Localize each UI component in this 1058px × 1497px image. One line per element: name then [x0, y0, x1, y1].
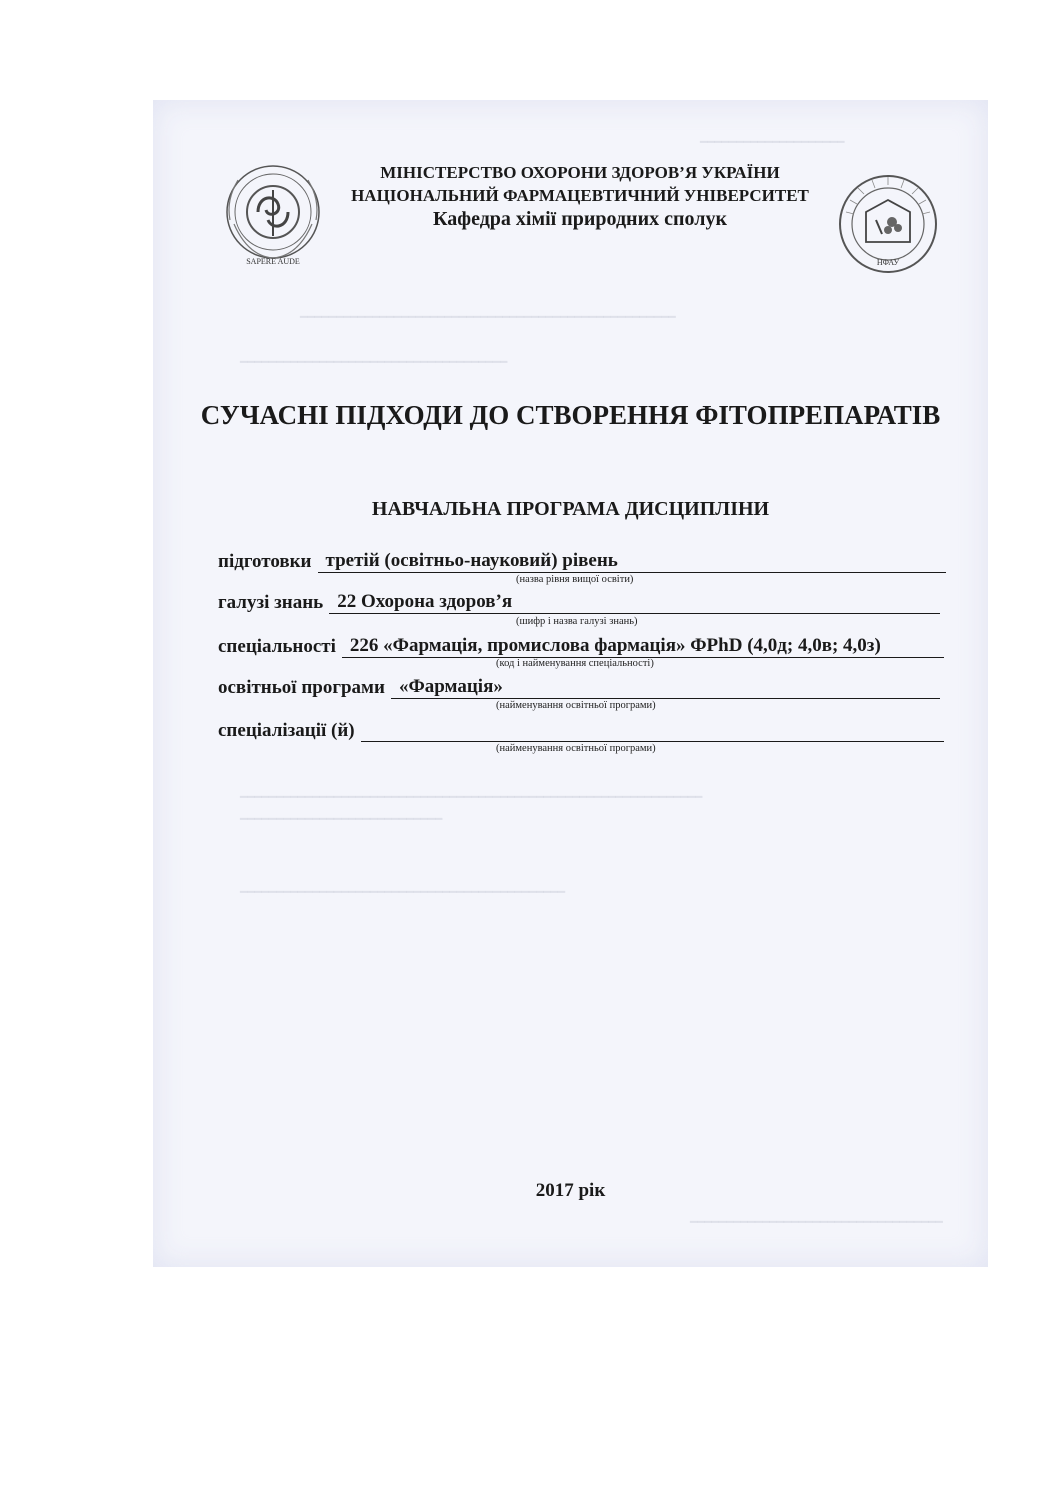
- bleed-through-mark: ━━━━━━━━━━━━━━━━━━━━━━━━━━━━━━━━━━━━━━━━━━━━━━━━━━━━: [300, 310, 676, 324]
- bleed-through-mark: ━━━━━━━━━━━━━━━━━━━━━━━━━━━━━━━━━━━: [690, 1215, 943, 1229]
- field-specialization: [218, 716, 944, 742]
- bleed-through-mark: ━━━━━━━━━━━━━━━━━━━━━━━━━━━━: [240, 812, 443, 826]
- field-training-level: [218, 547, 946, 573]
- field-value: 226 «Фармація, промислова фармація» ФPhD (4,0д; 4,0в; 4,0з): [342, 635, 944, 658]
- bleed-through-mark: ━━━━━━━━━━━━━━━━━━━━━━━━━━━━━━━━━━━━━: [240, 355, 508, 369]
- field-label: підготовки: [218, 551, 312, 572]
- field-label: галузі знань: [218, 592, 324, 613]
- bleed-through-mark: ━━━━━━━━━━━━━━━━━━━━━━━━━━━━━━━━━━━━━━━━━━━━━━━━━━━━━━━━━━━━━━━━: [240, 790, 703, 804]
- field-hint: (шифр і назва галузі знань): [516, 616, 638, 627]
- field-knowledge-area: [218, 588, 940, 614]
- department-stamp-icon: [836, 172, 940, 276]
- field-label: спеціалізації (й): [218, 720, 355, 741]
- field-value: [361, 741, 944, 742]
- university-emblem-icon: [218, 160, 328, 270]
- bleed-through-mark: ━━━━━━━━━━━━━━━━━━━━: [700, 135, 845, 149]
- field-label: спеціальності: [218, 636, 336, 657]
- ministry-heading: МІНІСТЕРСТВО ОХОРОНИ ЗДОРОВ’Я УКРАЇНИ: [380, 163, 780, 182]
- field-hint: (код і найменування спеціальності): [496, 658, 654, 669]
- emblem-motto: SAPERE AUDE: [246, 257, 300, 266]
- field-value: 22 Охорона здоров’я: [329, 591, 940, 614]
- stamp-label: НФАУ: [876, 258, 900, 267]
- field-label: освітньої програми: [218, 677, 385, 698]
- field-value: «Фармація»: [391, 676, 940, 699]
- field-hint: (найменування освітньої програми): [496, 700, 656, 711]
- document-title: СУЧАСНІ ПІДХОДИ ДО СТВОРЕННЯ ФІТОПРЕПАРАТІВ: [200, 400, 941, 430]
- document-subtitle: НАВЧАЛЬНА ПРОГРАМА ДИСЦИПЛІНИ: [371, 498, 770, 520]
- field-hint: (найменування освітньої програми): [496, 743, 656, 754]
- field-educational-program: [218, 673, 940, 699]
- university-heading: НАЦІОНАЛЬНИЙ ФАРМАЦЕВТИЧНИЙ УНІВЕРСИТЕТ: [351, 186, 809, 205]
- document-year: 2017 рік: [535, 1180, 606, 1201]
- department-heading: Кафедра хімії природних сполук: [433, 208, 727, 230]
- bleed-through-mark: ━━━━━━━━━━━━━━━━━━━━━━━━━━━━━━━━━━━━━━━━━━━━━: [240, 885, 566, 899]
- field-hint: (назва рівня вищої освіти): [516, 574, 634, 585]
- field-value: третій (освітньо-науковий) рівень: [318, 550, 946, 573]
- field-specialty: [218, 632, 944, 658]
